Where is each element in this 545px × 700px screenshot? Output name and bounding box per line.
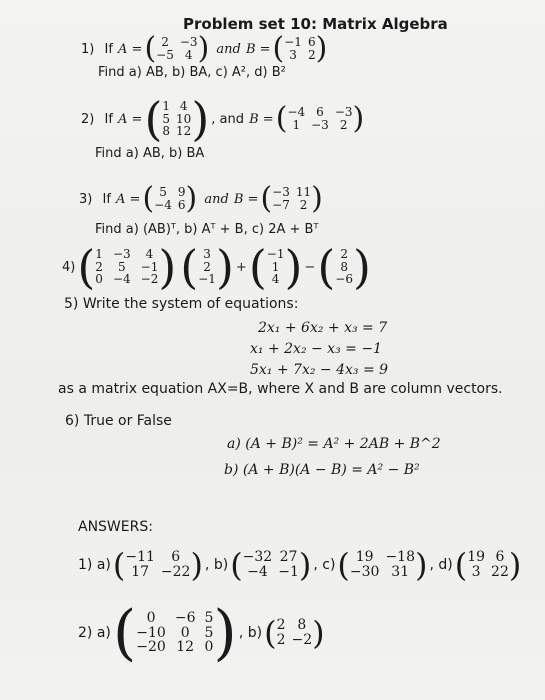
answer-2b-label: , b) — [238, 625, 263, 641]
matrix-cell: −4 — [287, 105, 306, 120]
problem-4-expression — [62, 240, 373, 294]
problem-6-statement-a: a) (A + B)² = A² + 2AB + B^2 — [227, 436, 441, 452]
matrix-cell: 5 — [117, 259, 126, 274]
matrix-grid — [95, 248, 158, 286]
matrix-cell: −5 — [156, 48, 174, 62]
problem-3-matrix-b: ( −3 11 −7 2 ) — [260, 181, 323, 216]
matrix-grid — [272, 186, 311, 211]
matrix-cell: 2 — [95, 259, 103, 274]
answer-1c-matrix: ( 19 −18 −30 31 ) — [337, 546, 428, 584]
vector-cell: 2 — [203, 259, 211, 274]
matrix-cell: −4 — [247, 564, 268, 580]
matrix-cell: 4 — [145, 247, 154, 262]
matrix-grid — [467, 550, 509, 579]
equation-3: 5x₁ + 7x₂ − 4x₃ = 9 — [250, 362, 389, 378]
equation-2: x₁ + 2x₂ − x₃ = −1 — [250, 341, 382, 357]
problem-2-matrix-a: ( 1 4 5 10 8 12 ) — [144, 92, 210, 146]
matrix-cell: 5 — [204, 609, 214, 626]
matrix-cell: 12 — [176, 639, 195, 656]
problem-2-number: 2) — [81, 111, 95, 127]
matrix-cell: 8 — [162, 124, 171, 139]
answer-2-row — [78, 598, 327, 668]
problem-3-and: and — [204, 191, 229, 207]
matrix-cell: −1 — [140, 259, 159, 274]
matrix-cell: 3 — [471, 564, 481, 580]
matrix-cell: 1 — [95, 247, 103, 262]
matrix-cell: 1 — [162, 99, 171, 114]
problem-5-tail: as a matrix equation AX=B, where X and B are column vectors. — [58, 381, 503, 397]
matrix-cell: 6 — [316, 105, 324, 120]
problem-6-statement-b: b) (A + B)(A − B) = A² − B² — [224, 462, 420, 478]
matrix-cell: −20 — [136, 639, 166, 656]
answer-2a-label: 2) a) — [78, 625, 111, 641]
problem-4-vector-1: ( 3 2 −1 ) — [180, 240, 234, 294]
matrix-cell: −6 — [174, 609, 196, 626]
matrix-cell: 5 — [159, 185, 167, 200]
answer-2b-matrix: ( 2 8 2 −2 ) — [264, 614, 325, 652]
matrix-grid — [154, 186, 185, 211]
vector-cell: 2 — [340, 247, 348, 262]
answers-heading: ANSWERS: — [78, 519, 153, 535]
matrix-cell: 19 — [467, 549, 486, 566]
matrix-cell: 0 — [95, 272, 103, 287]
matrix-cell: −3 — [179, 35, 198, 50]
matrix-cell: 5 — [162, 111, 171, 126]
matrix-cell: 6 — [171, 549, 181, 566]
matrix-grid — [162, 100, 191, 138]
matrix-cell: 1 — [292, 118, 301, 132]
problem-2-a-label: A = — [118, 111, 143, 127]
matrix-cell: −2 — [291, 632, 313, 648]
answer-1b-matrix: ( −32 27 −4 −1 ) — [230, 546, 312, 584]
problem-1-and: and — [216, 41, 241, 57]
vector-cell: 1 — [271, 259, 280, 274]
problem-2-if: If — [104, 111, 113, 127]
equation-1: 2x₁ + 6x₂ + x₃ = 7 — [258, 320, 388, 336]
matrix-cell: 31 — [391, 564, 410, 580]
problem-3-a-label: A = — [116, 191, 141, 207]
problem-2-b-label: B = — [249, 111, 274, 127]
answer-1c-label: , c) — [313, 557, 336, 573]
problem-3-b-label: B = — [233, 191, 259, 207]
matrix-cell: 3 — [289, 48, 297, 62]
matrix-grid — [287, 106, 352, 131]
problem-3-number: 3) — [79, 191, 93, 207]
matrix-cell: 12 — [176, 124, 192, 139]
matrix-cell: 22 — [491, 564, 509, 580]
vector-cell: 8 — [340, 259, 348, 274]
matrix-cell: −3 — [272, 185, 290, 200]
vector-cell: 4 — [271, 272, 280, 287]
matrix-cell: 17 — [131, 564, 150, 580]
matrix-grid — [125, 550, 190, 579]
page-title: Problem set 10: Matrix Algebra — [183, 15, 448, 33]
answer-1d-label: , d) — [429, 557, 453, 573]
matrix-cell: 8 — [297, 617, 307, 634]
problem-2-matrix-b: ( −4 6 −3 1 −3 2 ) — [275, 101, 365, 136]
matrix-cell: −10 — [136, 624, 166, 641]
matrix-cell: 4 — [184, 48, 193, 62]
matrix-cell: −11 — [125, 549, 155, 566]
matrix-cell: 4 — [179, 99, 188, 114]
matrix-cell: −32 — [242, 549, 273, 566]
matrix-cell: −3 — [112, 247, 131, 262]
problem-4-matrix-m: ( 1 −3 4 2 5 −1 0 −4 −2 ) — [77, 240, 177, 294]
matrix-cell: −4 — [154, 198, 172, 212]
problem-1-a-label: A = — [118, 41, 143, 57]
matrix-cell: 2 — [276, 617, 286, 634]
vector-grid — [267, 248, 285, 286]
answer-1b-label: , b) — [204, 557, 229, 573]
matrix-cell: 6 — [307, 35, 316, 50]
matrix-cell: −3 — [311, 118, 329, 132]
problem-4-vector-2: ( −1 1 4 ) — [248, 240, 303, 294]
matrix-cell: 2 — [299, 198, 308, 212]
matrix-cell: −4 — [112, 272, 131, 287]
problem-1-find: Find a) AB, b) BA, c) A², d) B² — [98, 65, 286, 80]
problem-2-and: , and — [211, 111, 245, 127]
problem-6-heading: 6) True or False — [65, 413, 172, 429]
answer-1a-matrix: ( −11 6 17 −22 ) — [112, 546, 203, 584]
problem-4-vector-3: ( 2 8 −6 ) — [317, 240, 371, 294]
matrix-cell: 27 — [279, 549, 298, 566]
vector-cell: −1 — [266, 247, 285, 262]
matrix-cell: −22 — [160, 564, 191, 580]
vector-cell: −6 — [335, 272, 353, 287]
answer-1a-label: 1) a) — [78, 557, 111, 573]
problem-1-matrix-b: ( −1 6 3 2 ) — [272, 31, 328, 66]
matrix-grid — [136, 611, 213, 655]
vector-grid — [335, 248, 353, 286]
answer-2a-matrix: ( 0 −6 5 −10 0 5 −20 12 0 ) — [112, 598, 237, 668]
plus-sign: + — [235, 259, 247, 275]
problem-3-find: Find a) (AB)ᵀ, b) Aᵀ + B, c) 2A + Bᵀ — [95, 222, 319, 237]
problem-1-b-label: B = — [245, 41, 271, 57]
matrix-cell: 6 — [495, 549, 505, 566]
matrix-cell: 0 — [204, 639, 214, 656]
problem-1-if: If — [104, 41, 113, 57]
matrix-cell: −3 — [334, 105, 353, 120]
problem-5-heading: 5) Write the system of equations: — [64, 296, 299, 312]
answer-1-row — [78, 546, 523, 584]
matrix-cell: 2 — [307, 48, 316, 62]
matrix-cell: 9 — [177, 185, 186, 200]
problem-3-if: If — [102, 191, 111, 207]
matrix-grid — [243, 550, 299, 579]
vector-cell: 3 — [203, 247, 211, 262]
vector-grid — [198, 248, 216, 286]
matrix-cell: 6 — [177, 198, 186, 212]
matrix-grid — [156, 36, 197, 61]
matrix-cell: −18 — [385, 549, 415, 566]
matrix-cell: −30 — [349, 564, 380, 580]
problem-1-matrix-a: ( 2 −3 −5 4 ) — [144, 31, 210, 66]
problem-3-statement — [79, 181, 325, 216]
problem-1-statement — [81, 31, 329, 66]
matrix-cell: 11 — [295, 185, 312, 200]
matrix-grid — [284, 36, 315, 61]
matrix-cell: 2 — [161, 35, 169, 50]
matrix-cell: 2 — [339, 118, 348, 132]
matrix-cell: 2 — [276, 632, 286, 648]
matrix-cell: −7 — [272, 198, 290, 212]
matrix-cell: −2 — [140, 272, 159, 287]
matrix-cell: −1 — [284, 35, 302, 50]
matrix-cell: 5 — [204, 624, 214, 641]
matrix-cell: −1 — [278, 564, 299, 580]
matrix-cell: 19 — [355, 549, 374, 566]
matrix-cell: 0 — [180, 624, 190, 641]
problem-2-statement — [81, 92, 366, 146]
matrix-cell: 0 — [146, 609, 156, 626]
answer-1d-matrix: ( 19 6 3 22 ) — [454, 546, 522, 584]
matrix-grid — [277, 618, 313, 647]
vector-cell: −1 — [198, 272, 216, 287]
minus-sign: − — [304, 259, 316, 275]
problem-2-find: Find a) AB, b) BA — [95, 146, 205, 161]
matrix-cell: 10 — [176, 111, 192, 126]
problem-3-matrix-a: ( 5 9 −4 6 ) — [142, 181, 198, 216]
problem-4-number: 4) — [62, 259, 76, 275]
matrix-grid — [350, 550, 415, 579]
problem-1-number: 1) — [81, 41, 95, 57]
